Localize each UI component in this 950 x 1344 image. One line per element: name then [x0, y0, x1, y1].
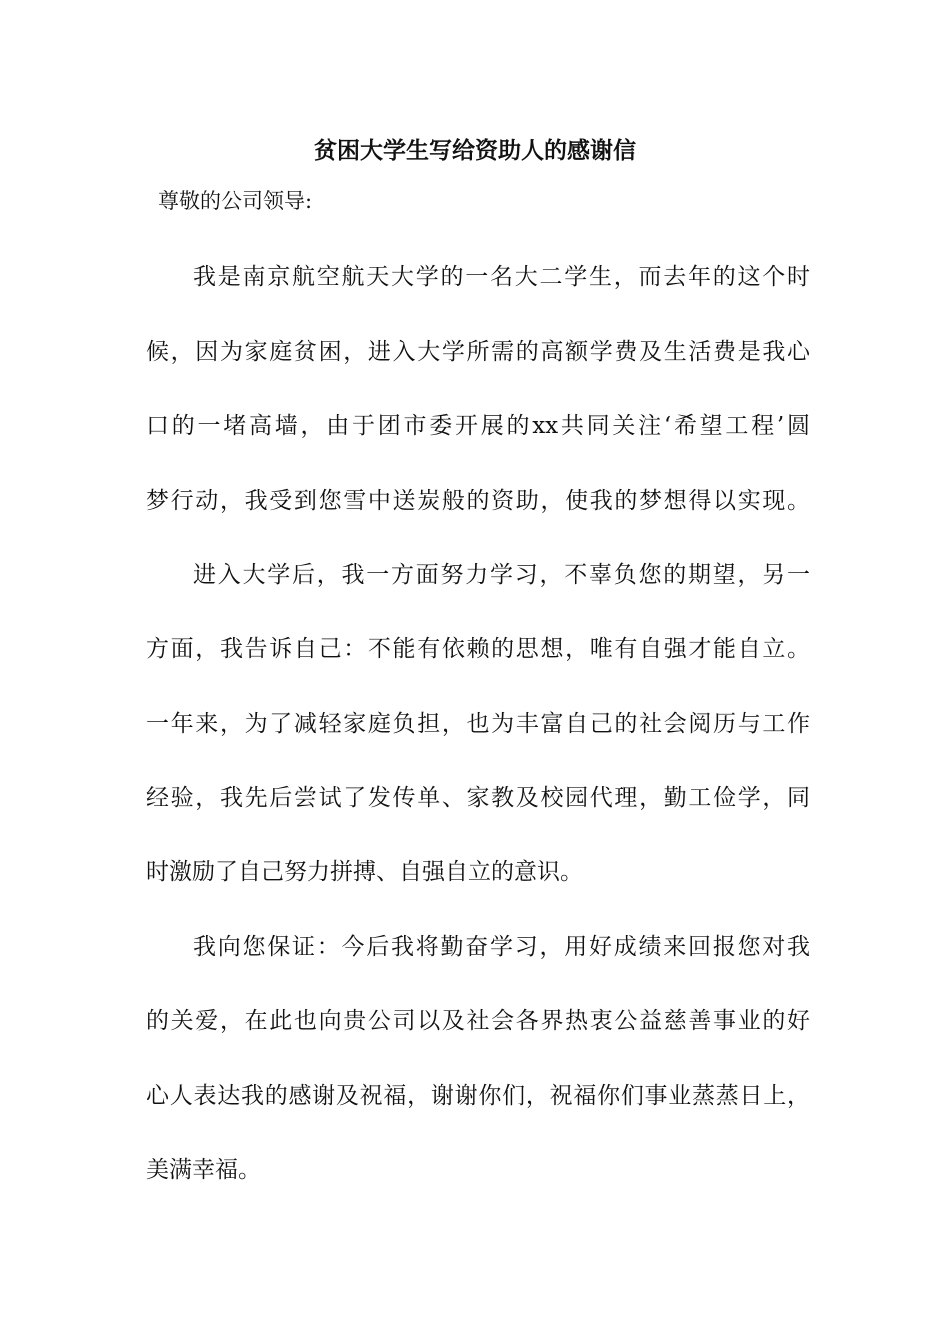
- body-line: 经验，我先后尝试了发传单、家教及校园代理，勤工俭学，同: [146, 785, 810, 811]
- body-line: 梦行动，我受到您雪中送炭般的资助，使我的梦想得以实现。: [146, 488, 810, 514]
- body-line: 美满幸福。: [146, 1157, 261, 1183]
- body-line: 一年来，为了减轻家庭负担，也为丰富自己的社会阅历与工作: [146, 711, 810, 737]
- body-line: 口的一堵高墙，由于团市委开展的xx共同关注‘希望工程’圆: [146, 413, 810, 439]
- body-line: 方面，我告诉自己：不能有依赖的思想，唯有自强才能自立。: [146, 636, 810, 662]
- body-line: 的关爱，在此也向贵公司以及社会各界热衷公益慈善事业的好: [146, 1008, 810, 1034]
- body-line: 时激励了自己努力拼搏、自强自立的意识。: [146, 859, 583, 885]
- body-line: 心人表达我的感谢及祝福，谢谢你们，祝福你们事业蒸蒸日上，: [146, 1083, 810, 1109]
- salutation: 尊敬的公司领导:: [158, 189, 313, 213]
- body-line: 我是南京航空航天大学的一名大二学生，而去年的这个时: [193, 264, 810, 290]
- body-line: 进入大学后，我一方面努力学习，不辜负您的期望，另一: [193, 562, 810, 588]
- body-line: 候，因为家庭贫困，进入大学所需的高额学费及生活费是我心: [146, 339, 810, 365]
- letter-title: 贫困大学生写给资助人的感谢信: [314, 137, 636, 164]
- body-line: 我向您保证：今后我将勤奋学习，用好成绩来回报您对我: [193, 934, 810, 960]
